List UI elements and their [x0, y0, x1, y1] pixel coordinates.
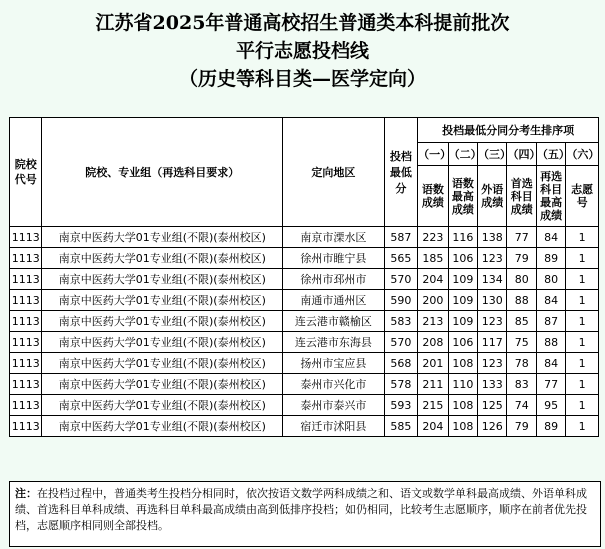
cell-sort-1: 223	[418, 227, 448, 248]
footnote-text: 在投档过程中，普通类考生投档分相同时，依次按语文数学两科成绩之和、语文或数学单科最高成绩、外语单科成绩、首选科目单科成绩、再选科目单科最高成绩由高到低排序投档；如仍相同，比较考生志愿顺序，顺序在前者优先投档，志愿顺序相同则全部投档。	[15, 487, 587, 532]
header-sub-num: （三）	[478, 143, 507, 166]
cell-school: 南京中医药大学01专业组(不限)(泰州校区)	[42, 290, 283, 311]
cell-code: 1113	[10, 395, 42, 416]
cell-sort-4: 74	[507, 395, 536, 416]
admission-table	[9, 117, 599, 437]
cell-sort-6: 1	[566, 290, 599, 311]
footnote-label: 注：	[15, 487, 37, 500]
cell-sort-3: 117	[478, 332, 507, 353]
cell-school: 南京中医药大学01专业组(不限)(泰州校区)	[42, 395, 283, 416]
cell-sort-5: 88	[536, 332, 565, 353]
cell-sort-6: 1	[566, 353, 599, 374]
cell-sort-4: 79	[507, 248, 536, 269]
cell-region: 宿迁市沭阳县	[283, 416, 385, 437]
cell-sort-5: 95	[536, 395, 565, 416]
cell-sort-5: 84	[536, 290, 565, 311]
cell-region: 南京市溧水区	[283, 227, 385, 248]
cell-sort-3: 123	[478, 353, 507, 374]
cell-region: 扬州市宝应县	[283, 353, 385, 374]
cell-school: 南京中医药大学01专业组(不限)(泰州校区)	[42, 248, 283, 269]
cell-sort-5: 84	[536, 353, 565, 374]
cell-score: 590	[384, 290, 418, 311]
cell-sort-5: 80	[536, 269, 565, 290]
cell-sort-3: 125	[478, 395, 507, 416]
cell-sort-6: 1	[566, 416, 599, 437]
header-sub-num: （四）	[507, 143, 536, 166]
header-school: 院校、专业组（再选科目要求）	[42, 118, 283, 227]
cell-sort-3: 133	[478, 374, 507, 395]
cell-sort-2: 108	[448, 353, 477, 374]
header-sub-label: 再选科目最高成绩	[536, 166, 565, 227]
cell-sort-2: 108	[448, 416, 477, 437]
cell-sort-4: 88	[507, 290, 536, 311]
header-sub-num: （五）	[536, 143, 565, 166]
table-row	[10, 248, 599, 269]
cell-sort-1: 204	[418, 269, 448, 290]
header-sub-num: （二）	[448, 143, 477, 166]
header-score: 投档最低分	[384, 118, 418, 227]
cell-sort-2: 108	[448, 395, 477, 416]
table-row	[10, 416, 599, 437]
cell-sort-1: 204	[418, 416, 448, 437]
cell-sort-6: 1	[566, 311, 599, 332]
cell-sort-2: 106	[448, 332, 477, 353]
cell-code: 1113	[10, 227, 42, 248]
cell-sort-2: 116	[448, 227, 477, 248]
cell-sort-4: 79	[507, 416, 536, 437]
cell-sort-1: 185	[418, 248, 448, 269]
cell-sort-5: 87	[536, 311, 565, 332]
header-sub-num: （一）	[418, 143, 448, 166]
cell-sort-3: 126	[478, 416, 507, 437]
cell-code: 1113	[10, 416, 42, 437]
cell-score: 583	[384, 311, 418, 332]
footnote	[9, 481, 601, 547]
table-row	[10, 311, 599, 332]
table-row	[10, 395, 599, 416]
table-row	[10, 374, 599, 395]
page-category: （历史等科目类—医学定向）	[178, 68, 426, 90]
cell-region: 徐州市睢宁县	[283, 248, 385, 269]
cell-sort-6: 1	[566, 374, 599, 395]
cell-sort-3: 134	[478, 269, 507, 290]
cell-code: 1113	[10, 332, 42, 353]
cell-school: 南京中医药大学01专业组(不限)(泰州校区)	[42, 227, 283, 248]
header-sub-label: 外语成绩	[478, 166, 507, 227]
header-sub-num: （六）	[566, 143, 599, 166]
cell-sort-6: 1	[566, 227, 599, 248]
cell-school: 南京中医药大学01专业组(不限)(泰州校区)	[42, 332, 283, 353]
cell-region: 连云港市赣榆区	[283, 311, 385, 332]
table-row	[10, 269, 599, 290]
cell-sort-6: 1	[566, 269, 599, 290]
cell-score: 587	[384, 227, 418, 248]
cell-sort-4: 77	[507, 227, 536, 248]
cell-code: 1113	[10, 269, 42, 290]
cell-sort-6: 1	[566, 395, 599, 416]
cell-sort-1: 211	[418, 374, 448, 395]
cell-code: 1113	[10, 290, 42, 311]
cell-region: 南通市通州区	[283, 290, 385, 311]
header-sub-label: 首选科目成绩	[507, 166, 536, 227]
table-row	[10, 290, 599, 311]
cell-sort-4: 75	[507, 332, 536, 353]
header-sub-label: 志愿号	[566, 166, 599, 227]
cell-score: 578	[384, 374, 418, 395]
cell-sort-3: 123	[478, 248, 507, 269]
cell-sort-1: 201	[418, 353, 448, 374]
cell-school: 南京中医药大学01专业组(不限)(泰州校区)	[42, 311, 283, 332]
cell-sort-2: 109	[448, 290, 477, 311]
cell-sort-1: 213	[418, 311, 448, 332]
table-row	[10, 227, 599, 248]
cell-score: 585	[384, 416, 418, 437]
cell-sort-4: 78	[507, 353, 536, 374]
cell-region: 连云港市东海县	[283, 332, 385, 353]
cell-code: 1113	[10, 353, 42, 374]
cell-sort-5: 89	[536, 416, 565, 437]
cell-code: 1113	[10, 248, 42, 269]
cell-sort-4: 85	[507, 311, 536, 332]
cell-sort-2: 110	[448, 374, 477, 395]
cell-code: 1113	[10, 311, 42, 332]
cell-score: 568	[384, 353, 418, 374]
cell-sort-3: 123	[478, 311, 507, 332]
table-row	[10, 332, 599, 353]
cell-sort-5: 89	[536, 248, 565, 269]
cell-sort-4: 80	[507, 269, 536, 290]
cell-sort-2: 109	[448, 269, 477, 290]
cell-code: 1113	[10, 374, 42, 395]
cell-school: 南京中医药大学01专业组(不限)(泰州校区)	[42, 269, 283, 290]
cell-region: 泰州市泰兴市	[283, 395, 385, 416]
page-title: 江苏省2025年普通高校招生普通类本科提前批次	[95, 12, 510, 34]
cell-school: 南京中医药大学01专业组(不限)(泰州校区)	[42, 416, 283, 437]
cell-score: 570	[384, 332, 418, 353]
cell-school: 南京中医药大学01专业组(不限)(泰州校区)	[42, 353, 283, 374]
table-row	[10, 353, 599, 374]
cell-sort-1: 215	[418, 395, 448, 416]
cell-score: 565	[384, 248, 418, 269]
cell-sort-2: 106	[448, 248, 477, 269]
cell-region: 泰州市兴化市	[283, 374, 385, 395]
cell-sort-6: 1	[566, 248, 599, 269]
header-sub-label: 语数最高成绩	[448, 166, 477, 227]
cell-sort-4: 83	[507, 374, 536, 395]
header-region: 定向地区	[283, 118, 385, 227]
header-sort-group: 投档最低分同分考生排序项	[418, 118, 599, 143]
header-code: 院校代号	[10, 118, 42, 227]
cell-sort-1: 208	[418, 332, 448, 353]
cell-score: 570	[384, 269, 418, 290]
header-sub-label: 语数成绩	[418, 166, 448, 227]
cell-region: 徐州市邳州市	[283, 269, 385, 290]
cell-sort-5: 84	[536, 227, 565, 248]
cell-sort-2: 109	[448, 311, 477, 332]
cell-school: 南京中医药大学01专业组(不限)(泰州校区)	[42, 374, 283, 395]
cell-sort-6: 1	[566, 332, 599, 353]
cell-score: 593	[384, 395, 418, 416]
cell-sort-5: 77	[536, 374, 565, 395]
cell-sort-3: 130	[478, 290, 507, 311]
page-subtitle: 平行志愿投档线	[235, 40, 369, 62]
cell-sort-1: 200	[418, 290, 448, 311]
cell-sort-3: 138	[478, 227, 507, 248]
